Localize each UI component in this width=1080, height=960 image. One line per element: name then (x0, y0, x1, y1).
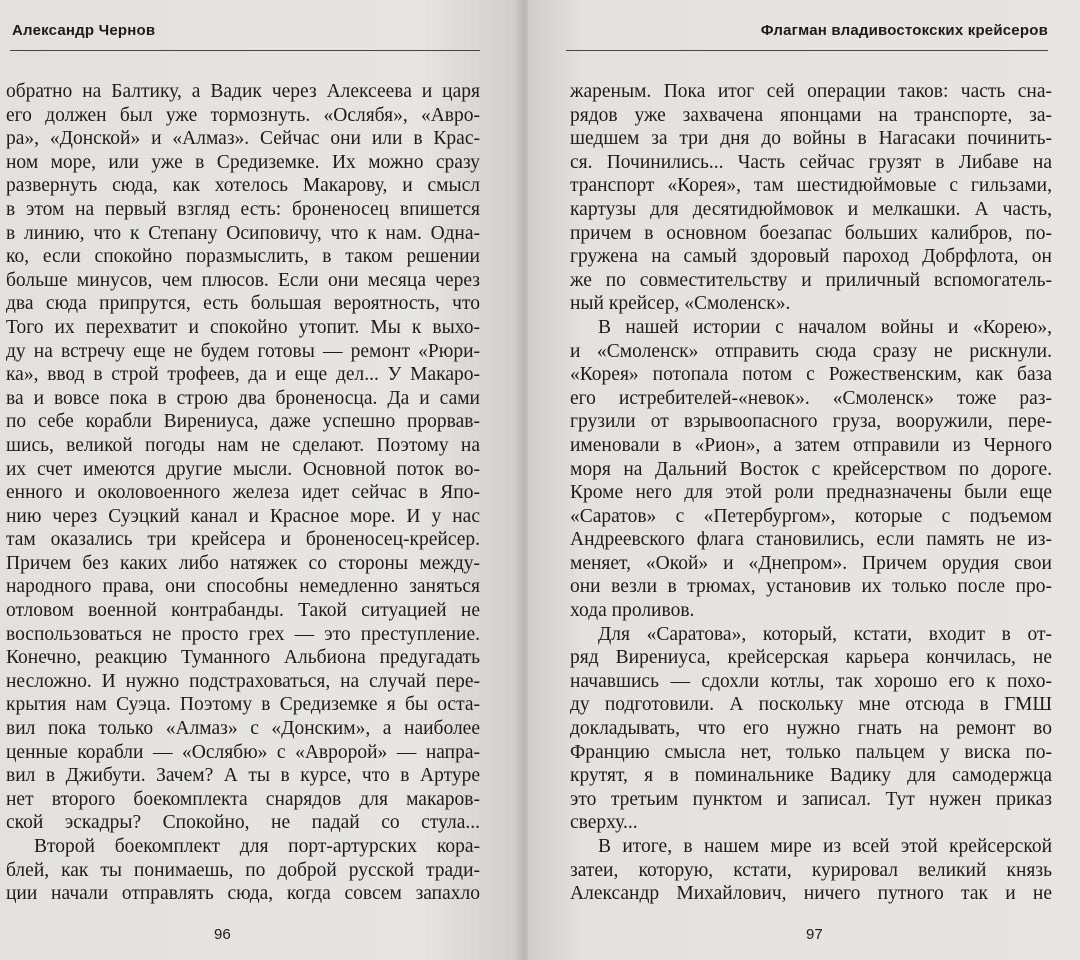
text-line: больше минусов, чем плюсов. Если они месяца через (6, 269, 480, 291)
text-line: грузили от взрывоопасного груза, вооружили, пере- (570, 411, 1052, 433)
body-text (570, 80, 1052, 906)
text-line: ся. Починились... Часть сейчас грузят в Либаве на (570, 151, 1052, 173)
text-line: «Корея» потопала потом с Рожественским, как база (570, 364, 1052, 386)
text-line: нет второго боекомплекта снарядов для макаров- (6, 788, 480, 810)
text-line: Того их перехватит и спокойно утопит. Мы к выхо- (6, 316, 480, 338)
text-line: В нашей истории с началом войны и «Корею», (598, 316, 1052, 338)
text-line: нию через Суэцкий канал и Красное море. И у нас (6, 505, 480, 527)
text-line: Причем без каких либо натяжек со стороны между- (6, 552, 480, 574)
text-line: ду подготовили. А поскольку мне отсюда в ГМШ (570, 694, 1052, 716)
text-line: рядов уже захвачена японцами на транспорте, за- (570, 104, 1052, 126)
text-line: В итоге, в нашем мире из всей этой крейсерской (598, 836, 1052, 857)
text-line: его истребителей-«невок». «Смоленск» тоже раз- (570, 387, 1052, 409)
text-line: хода проливов. (570, 600, 695, 622)
text-line: в этом на первый взгляд есть: броненосец впишется (6, 198, 480, 220)
running-head: Флагман владивостокских крейсеров (760, 22, 1048, 39)
text-line: шедшем за три дня до войны в Нагасаки починить- (570, 128, 1052, 150)
text-line: меняет, «Окой» и «Днепром». Причем орудия свои (570, 552, 1052, 574)
text-line: Для «Саратова», который, кстати, входит в от- (598, 623, 1052, 645)
text-line: «Саратов» с «Петербургом», которые с подъемом (570, 505, 1052, 527)
text-line: ко, если спокойно поразмыслить, в таком решении (6, 246, 480, 268)
text-line: и «Смоленск» отправить сюда сразу не рискнули. (570, 340, 1052, 362)
text-line: ции начали отправлять сюда, когда совсем запахло (6, 883, 480, 905)
text-line: ра», «Донской» и «Алмаз». Сейчас они или в Крас- (6, 128, 480, 150)
text-line: обратно на Балтику, а Вадик через Алексеева и царя (6, 81, 480, 102)
text-line: его должен был уже тормознуть. «Ослябя», «Авро- (6, 104, 480, 126)
running-head: Александр Чернов (12, 22, 156, 39)
header-rule (10, 50, 480, 51)
left-page (0, 0, 522, 960)
text-line: Францию смысла нет, только пальцем у виска по- (570, 741, 1052, 763)
text-line: народного права, они способны немедленно заняться (6, 576, 480, 598)
text-line: Кроме него для этой роли предназначены были еще (570, 482, 1052, 504)
text-line: же по совместительству и приличный вспомогатель- (570, 269, 1052, 291)
text-line: блей, как ты понимаешь, по доброй русской тради- (6, 859, 480, 881)
text-line: докладывать, что его нужно гнать на ремонт во (570, 718, 1052, 740)
text-line: ка», ввод в строй трофеев, да и еще дел... У Макаро- (6, 364, 480, 386)
text-line: затеи, которую, кстати, курировал великий князь (570, 859, 1052, 881)
text-line: их счет имеются другие мысли. Основной поток во- (6, 458, 480, 480)
text-line: крутят, я в поминальнике Вадику для самодержца (570, 765, 1052, 787)
text-line: воспользоваться не просто грех — это преступление. (6, 623, 480, 645)
text-line: вил пока только «Алмаз» с «Донским», а наиболее (6, 718, 480, 740)
text-line: Александр Михайлович, ничего путного так и не (570, 883, 1052, 905)
text-line: крытия нам Суэца. Поэтому в Средиземке я бы оста- (6, 694, 480, 716)
text-line: ду на встречу еще не будем готовы — ремонт «Рюри- (6, 340, 480, 362)
right-page (528, 0, 1080, 960)
text-line: жареным. Пока итог сей операции таков: часть сна- (570, 81, 1052, 102)
body-text (6, 80, 480, 906)
text-line: это третьим пунктом и записал. Тут нужен приказ (570, 788, 1052, 810)
text-line: вил в Джибути. Зачем? А ты в курсе, что в Артуре (6, 765, 480, 787)
text-line: ценные корабли — «Ослябю» с «Авророй» — напра- (6, 741, 480, 763)
text-line: енного и околовоенного железа идет сейчас в Япо- (6, 482, 480, 504)
text-line: Конечно, реакцию Туманного Альбиона предугадать (6, 647, 480, 669)
page-number: 97 (806, 926, 823, 943)
text-line: ный крейсер, «Смоленск». (570, 293, 791, 315)
text-line: по себе корабли Вирениуса, даже успешно прорвав- (6, 411, 480, 433)
text-line: шись, великой погоды нам не сделают. Поэтому на (6, 434, 480, 456)
text-line: ва и вовсе пока в строю два броненосца. Да и сами (6, 387, 480, 409)
text-line: Второй боекомплект для порт-артурских кора- (34, 836, 480, 857)
text-line: развернуть сюда, как хотелось Макарову, и смысл (6, 175, 480, 197)
text-line: отловом военной контрабанды. Такой ситуацией не (6, 600, 480, 622)
text-line: там оказались три крейсера и броненосец-крейсер. (6, 529, 480, 551)
text-line: транспорт «Корея», там шестидюймовые с гильзами, (570, 175, 1052, 197)
header-rule (566, 50, 1048, 51)
text-line: гружена на самый здоровый пароход Добрфлота, он (570, 246, 1052, 268)
text-line: начавшись — сдохли котлы, так хорошо его к похо- (570, 670, 1052, 692)
text-line: ном море, или уже в Средиземке. Их можно сразу (6, 151, 480, 173)
text-line: ряд Вирениуса, крейсерская карьера кончилась, не (570, 647, 1052, 669)
text-line: моря на Дальний Восток с крейсерством по дороге. (570, 458, 1052, 480)
text-line: они везли в трюмах, установив их только после про- (570, 576, 1052, 598)
page-number: 96 (214, 926, 231, 943)
text-line: Андреевского флага становились, если память не из- (570, 529, 1052, 551)
text-line: сверху... (570, 812, 638, 834)
text-line: причем в основном боезапас больших калибров, по- (570, 222, 1052, 244)
text-line: именовали в «Рион», а затем отправили из Черного (570, 434, 1052, 456)
text-line: несложно. И нужно подстраховаться, на случай пере- (6, 670, 480, 692)
text-line: ской эскадры? Спокойно, не падай со стула... (6, 812, 480, 834)
text-line: картузы для десятидюймовок и мелкашки. А часть, (570, 198, 1052, 220)
text-line: в линию, что к Степану Осиповичу, что к нам. Одна- (6, 222, 480, 244)
text-line: два сюда припрутся, есть большая вероятность, что (6, 293, 480, 315)
